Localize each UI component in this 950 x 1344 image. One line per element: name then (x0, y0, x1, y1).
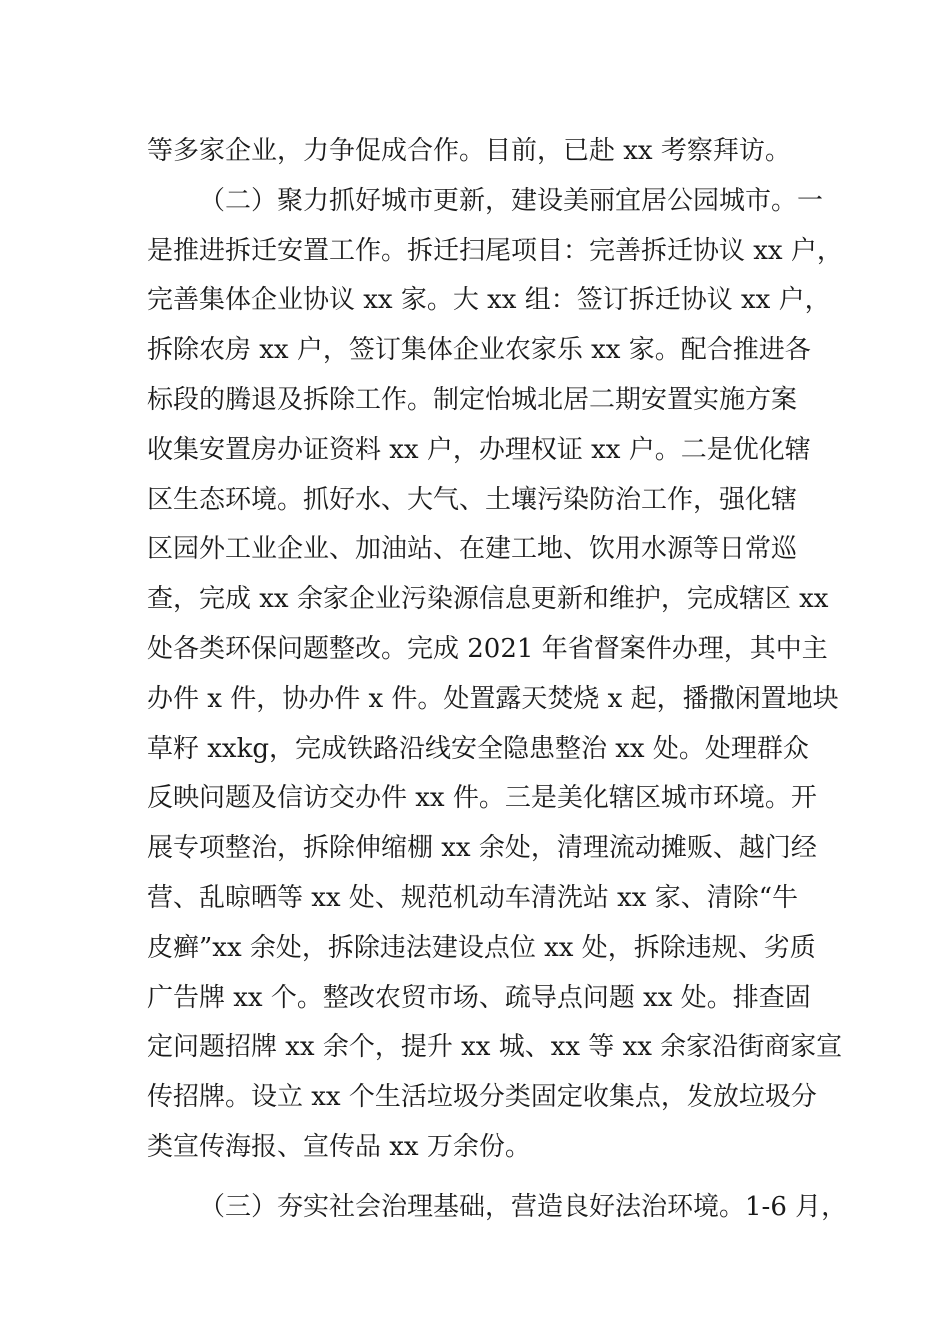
text-line: 办件 x 件，协办件 x 件。处置露天焚烧 x 起，播撒闲置地块 (147, 683, 839, 714)
text-line: 区园外工业企业、加油站、在建工地、饮用水源等日常巡 (147, 534, 798, 565)
document-body (147, 127, 848, 1233)
text-line: 草籽 xxkg，完成铁路沿线安全隐患整治 xx 处。处理群众 (147, 733, 809, 764)
text-line: 展专项整治，拆除伸缩棚 xx 余处，清理流动摊贩、越门经 (147, 833, 817, 864)
text-line: 查，完成 xx 余家企业污染源信息更新和维护，完成辖区 xx (147, 584, 829, 615)
text-line: 收集安置房办证资料 xx 户，办理权证 xx 户。二是优化辖 (147, 434, 811, 465)
text-line: 等多家企业，力争促成合作。目前，已赴 xx 考察拜访。 (147, 136, 791, 166)
paragraph-urban-renewal (147, 177, 843, 1173)
paragraph-continuation (147, 127, 817, 177)
paragraph-gap (147, 1173, 817, 1183)
text-line: 是推进拆迁安置工作。拆迁扫尾项目：完善拆迁协议 xx 户， (147, 235, 843, 266)
text-line: （三）夯实社会治理基础，营造良好法治环境。1-6 月， (199, 1191, 848, 1222)
text-line: 营、乱晾晒等 xx 处、规范机动车清洗站 xx 家、清除“牛 (147, 882, 799, 913)
text-line: 标段的腾退及拆除工作。制定怡城北居二期安置实施方案 (147, 384, 798, 415)
text-line: 定问题招牌 xx 余个，提升 xx 城、xx 等 xx 余家沿街商家宣 (147, 1032, 843, 1063)
text-line: （二）聚力抓好城市更新，建设美丽宜居公园城市。一 (199, 185, 824, 216)
text-line: 区生态环境。抓好水、大气、土壤污染防治工作，强化辖 (147, 484, 798, 515)
text-line: 皮癣”xx 余处，拆除违法建设点位 xx 处，拆除违规、劣质 (147, 932, 816, 963)
text-line: 完善集体企业协议 xx 家。大 xx 组：签订拆迁协议 xx 户， (147, 285, 831, 316)
text-line: 处各类环保问题整改。完成 2021 年省督案件办理，其中主 (147, 633, 828, 664)
text-line: 拆除农房 xx 户，签订集体企业农家乐 xx 家。配合推进各 (147, 335, 811, 366)
text-line: 广告牌 xx 个。整改农贸市场、疏导点问题 xx 处。排查固 (147, 982, 811, 1013)
text-line: 反映问题及信访交办件 xx 件。三是美化辖区城市环境。开 (147, 783, 817, 814)
paragraph-social-governance (147, 1183, 848, 1233)
text-line: 类宣传海报、宣传品 xx 万余份。 (147, 1131, 531, 1162)
text-line: 传招牌。设立 xx 个生活垃圾分类固定收集点，发放垃圾分 (147, 1082, 817, 1113)
